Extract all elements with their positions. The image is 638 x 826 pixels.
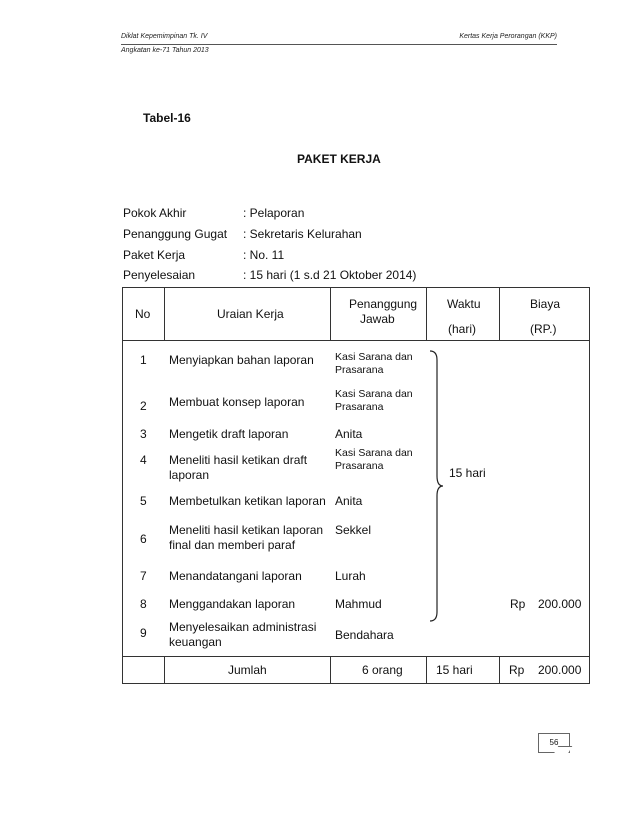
header-batch: Angkatan ke-71 Tahun 2013 [121, 47, 209, 54]
row-1-pj: Kasi Sarana dan Prasarana [335, 351, 413, 376]
total-pj: 6 orang [362, 663, 403, 677]
info-label-pokok: Pokok Akhir [123, 206, 187, 220]
info-label-penanggung: Penanggung Gugat [123, 227, 228, 241]
col-divider [164, 656, 165, 684]
row-6-uraian: Meneliti hasil ketikan laporan final dan memberi paraf [169, 523, 324, 552]
waktu-merged: 15 hari [449, 466, 486, 480]
header-doc-type: Kertas Kerja Perorangan (KKP) [459, 33, 557, 40]
row-8-uraian: Menggandakan laporan [169, 597, 296, 611]
row-5-uraian: Membetulkan ketikan laporan [169, 494, 326, 508]
info-label-penyelesaian: Penyelesaian [123, 268, 196, 282]
header-rule [121, 44, 557, 45]
row-1-no: 1 [140, 353, 147, 367]
col-header-no: No [135, 307, 151, 321]
row-6-no: 6 [140, 532, 147, 546]
row-5-no: 5 [140, 494, 147, 508]
table-total-border [122, 656, 590, 657]
table-border-right [589, 287, 590, 684]
col-divider [330, 287, 331, 341]
row-7-no: 7 [140, 569, 147, 583]
col-divider [499, 656, 500, 684]
col-divider [499, 287, 500, 341]
total-value: 200.000 [538, 663, 582, 677]
table-border-bottom [122, 683, 590, 684]
total-label: Jumlah [228, 663, 267, 677]
col-header-uraian: Uraian Kerja [217, 307, 284, 321]
total-waktu: 15 hari [436, 663, 473, 677]
info-value-penanggung: : Sekretaris Kelurahan [243, 227, 362, 241]
row-8-biaya-currency: Rp [510, 597, 526, 611]
row-4-no: 4 [140, 453, 147, 467]
header-course: Diklat Kepemimpinan Tk. IV [121, 33, 208, 40]
row-9-no: 9 [140, 626, 147, 640]
table-border-top [122, 287, 590, 288]
row-5-pj: Anita [335, 494, 363, 508]
col-divider [330, 656, 331, 684]
table-header-border [122, 340, 590, 341]
col-header-waktu: Waktu [447, 297, 481, 311]
page-title: PAKET KERJA [297, 152, 381, 166]
col-header-biaya: Biaya [530, 297, 561, 311]
row-1-uraian: Menyiapkan bahan laporan [169, 353, 314, 367]
col-header-jawab: Jawab [360, 312, 395, 326]
curly-brace [428, 350, 444, 622]
row-9-uraian: Menyelesaikan administrasi keuangan [169, 620, 317, 649]
col-header-biaya-unit: (RP.) [530, 322, 557, 336]
row-2-uraian: Membuat konsep laporan [169, 395, 305, 409]
row-3-uraian: Mengetik draft laporan [169, 427, 289, 441]
total-currency: Rp [509, 663, 525, 677]
row-6-pj: Sekkel [335, 523, 372, 537]
col-header-waktu-unit: (hari) [448, 322, 477, 336]
row-7-pj: Lurah [335, 569, 366, 583]
row-9-pj: Bendahara [335, 628, 394, 642]
info-value-paket: : No. 11 [243, 248, 285, 262]
row-3-no: 3 [140, 427, 147, 441]
info-value-penyelesaian: : 15 hari (1 s.d 21 Oktober 2014) [243, 268, 417, 282]
row-3-pj: Anita [335, 427, 363, 441]
col-divider [426, 656, 427, 684]
table-label: Tabel-16 [143, 111, 191, 125]
row-2-pj: Kasi Sarana dan Prasarana [335, 388, 413, 413]
row-2-no: 2 [140, 399, 147, 413]
col-header-penanggung: Penanggung [349, 297, 418, 311]
row-8-pj: Mahmud [335, 597, 382, 611]
page-number: 56 [538, 733, 570, 753]
col-divider [426, 287, 427, 341]
info-label-paket: Paket Kerja [123, 248, 186, 262]
table-border-left [122, 287, 123, 684]
row-8-no: 8 [140, 597, 147, 611]
col-divider [164, 287, 165, 341]
row-7-uraian: Menandatangani laporan [169, 569, 302, 583]
info-value-pokok: : Pelaporan [243, 206, 305, 220]
row-8-biaya-value: 200.000 [538, 597, 582, 611]
row-4-pj: Kasi Sarana dan Prasarana [335, 447, 413, 472]
row-4-uraian: Meneliti hasil ketikan draft laporan [169, 453, 308, 482]
